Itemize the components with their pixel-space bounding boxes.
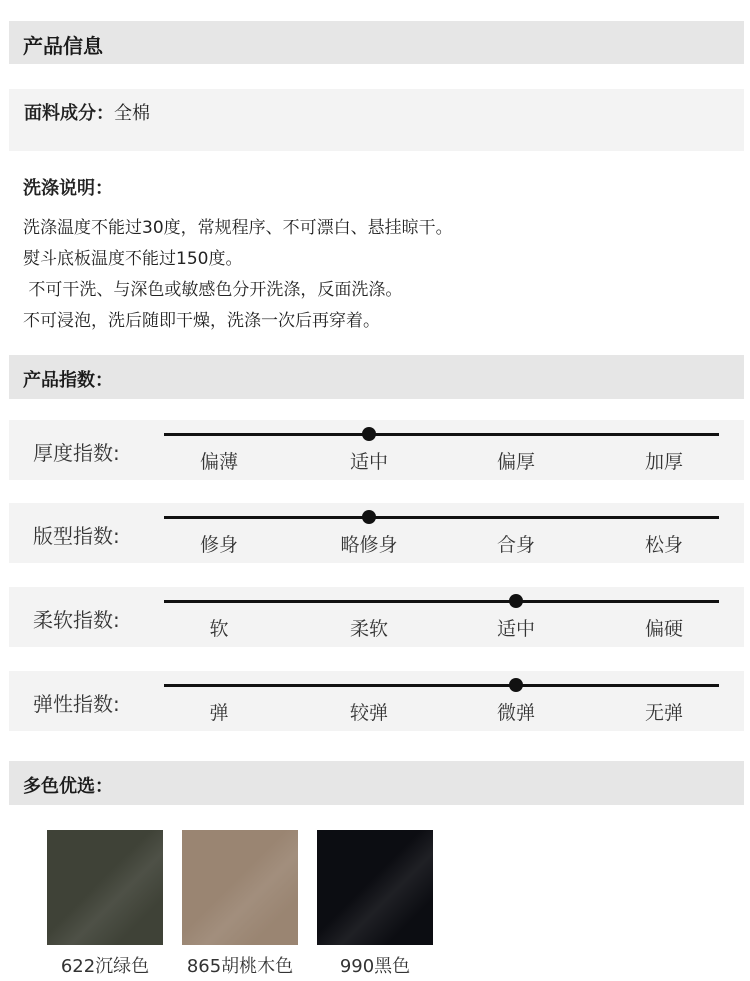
- index-marker: [362, 427, 376, 441]
- fabric-value: 全棉: [114, 103, 150, 124]
- index-label: 柔软指数:: [33, 608, 120, 632]
- index-option: 略修身: [340, 534, 398, 556]
- colors-title: 多色优选：: [23, 776, 113, 797]
- index-row: [9, 503, 744, 563]
- index-scale-line: [164, 433, 719, 436]
- color-swatch[interactable]: [47, 830, 163, 945]
- index-row: [9, 587, 744, 647]
- index-option: 合身: [496, 534, 535, 556]
- indices-header: [9, 355, 744, 399]
- color-swatch-name: 622沉绿色: [60, 956, 150, 977]
- index-marker: [509, 678, 523, 692]
- product-info-header: [9, 21, 744, 64]
- washing-line-4: 不可浸泡，洗后随即干燥，洗涤一次后再穿着。: [23, 311, 380, 331]
- fabric-box: [9, 89, 744, 151]
- index-option: 适中: [496, 618, 535, 640]
- index-label: 厚度指数:: [33, 441, 120, 465]
- index-option: 修身: [199, 534, 238, 556]
- indices-title: 产品指数：: [23, 370, 113, 391]
- index-option: 加厚: [644, 451, 683, 473]
- colors-header: [9, 761, 744, 805]
- index-label: 弹性指数:: [33, 692, 120, 716]
- washing-title: 洗涤说明：: [23, 178, 113, 199]
- index-option: 松身: [644, 534, 683, 556]
- product-info-title: 产品信息: [23, 34, 103, 58]
- color-swatch[interactable]: [182, 830, 298, 945]
- index-option: 弹: [209, 702, 229, 724]
- index-scale-line: [164, 684, 719, 687]
- fabric-label: 面料成分：: [24, 103, 114, 124]
- index-option: 偏薄: [199, 451, 238, 473]
- index-label: 版型指数:: [33, 524, 120, 548]
- fabric-row: [24, 99, 150, 125]
- color-swatch-name: 990黑色: [339, 956, 411, 977]
- color-swatch-name: 865胡桃木色: [186, 956, 294, 977]
- index-scale-line: [164, 516, 719, 519]
- index-scale-line: [164, 600, 719, 603]
- index-option: 柔软: [349, 618, 388, 640]
- index-option: 软: [209, 618, 229, 640]
- index-option: 较弹: [349, 702, 388, 724]
- index-option: 偏厚: [496, 451, 535, 473]
- index-marker: [509, 594, 523, 608]
- color-swatch[interactable]: [317, 830, 433, 945]
- washing-line-2: 熨斗底板温度不能过150度。: [23, 249, 243, 269]
- index-row: [9, 420, 744, 480]
- index-option: 无弹: [644, 702, 683, 724]
- index-option: 微弹: [496, 702, 535, 724]
- index-row: [9, 671, 744, 731]
- washing-line-3: 不可干洗、与深色或敏感色分开洗涤，反面洗涤。: [23, 280, 403, 300]
- index-marker: [362, 510, 376, 524]
- washing-line-1: 洗涤温度不能过30度，常规程序、不可漂白、悬挂晾干。: [23, 218, 453, 238]
- index-option: 偏硬: [644, 618, 683, 640]
- index-option: 适中: [349, 451, 388, 473]
